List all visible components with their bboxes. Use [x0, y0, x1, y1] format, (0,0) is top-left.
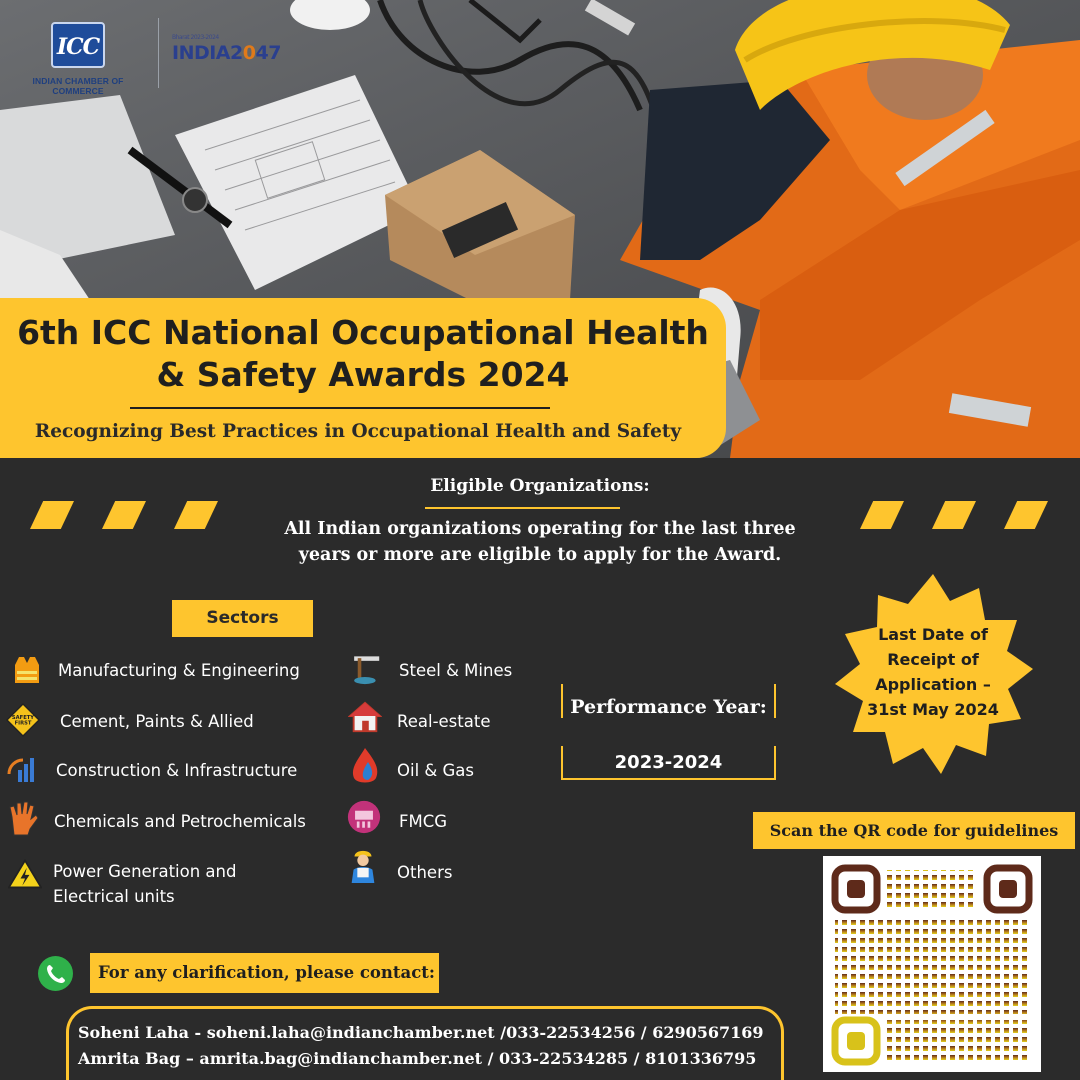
safety-first-sign-icon	[6, 703, 40, 737]
qr-code-graphic	[823, 856, 1041, 1072]
flame-drop-icon	[348, 749, 382, 783]
performance-year-value: 2023-2024	[614, 752, 723, 773]
caution-stripe	[174, 501, 218, 529]
deadline-line-2: Receipt of	[887, 650, 979, 669]
eligibility-text	[250, 516, 830, 568]
sector-chemicals: Chemicals and Petrochemicals	[54, 812, 306, 831]
icc-logo	[8, 18, 148, 96]
deadline-text	[843, 622, 1023, 722]
right-caution-stripes	[860, 501, 1070, 529]
sector-manufacturing: Manufacturing & Engineering	[58, 661, 300, 680]
deadline-line-4: 31st May 2024	[867, 700, 999, 719]
sector-others: Others	[397, 863, 453, 882]
caution-stripe	[932, 501, 976, 529]
icc-mark: ICC	[51, 22, 105, 68]
qr-label: Scan the QR code for guidelines	[753, 812, 1075, 849]
sectors-heading: Sectors	[172, 600, 313, 637]
india-logo-sub: Bharat 2023-2024	[172, 34, 219, 41]
sector-power-line-1: Power Generation and	[53, 862, 237, 881]
house-icon	[348, 700, 382, 734]
logo-divider	[158, 18, 159, 88]
sector-power	[53, 859, 236, 909]
title-line-1: 6th ICC National Occupational Health	[17, 313, 709, 352]
glove-icon	[6, 801, 40, 835]
title-divider	[130, 407, 550, 409]
worker-icon	[346, 849, 380, 883]
factory-icon	[347, 800, 381, 834]
contact-line-2[interactable]: Amrita Bag – amrita.bag@indianchamber.net / 033-22534285 / 8101336795	[78, 1049, 757, 1068]
contact-line-1[interactable]: Soheni Laha - soheni.laha@indianchamber.net /033-22534256 / 6290567169	[78, 1023, 764, 1042]
contact-heading: For any clarification, please contact:	[90, 953, 439, 993]
eligibility-line-2: years or more are eligible to apply for the Award.	[298, 545, 782, 565]
pickaxe-icon	[347, 651, 381, 685]
caution-stripe	[30, 501, 74, 529]
svg-text:FIRST: FIRST	[14, 720, 32, 727]
caution-stripe	[1004, 501, 1048, 529]
india-logo-post: 47	[255, 42, 281, 64]
eligibility-divider	[425, 507, 620, 509]
india-logo-o: 0	[242, 42, 256, 64]
sector-power-line-2: Electrical units	[53, 887, 175, 906]
phone-icon	[38, 956, 73, 991]
page-title	[0, 312, 726, 396]
eligibility-line-1: All Indian organizations operating for the last three	[284, 519, 796, 539]
deadline-line-1: Last Date of	[878, 625, 988, 644]
frame-edge	[561, 778, 776, 780]
sector-real-estate: Real-estate	[397, 712, 491, 731]
icc-name: INDIAN CHAMBER OF COMMERCE	[32, 76, 124, 96]
contact-frame	[66, 1006, 784, 1080]
caution-stripe	[102, 501, 146, 529]
page-subtitle: Recognizing Best Practices in Occupational Health and Safety	[34, 421, 682, 442]
sector-oil-gas: Oil & Gas	[397, 761, 475, 780]
sector-construction: Construction & Infrastructure	[56, 761, 298, 780]
india-2047-logo	[172, 34, 281, 64]
performance-year-label: Performance Year:	[570, 696, 767, 718]
building-chart-icon	[6, 752, 40, 786]
eligibility-heading: Eligible Organizations:	[430, 476, 650, 496]
sector-fmcg: FMCG	[399, 812, 448, 831]
deadline-line-3: Application –	[875, 675, 991, 694]
india-logo-pre: INDIA2	[172, 42, 243, 64]
caution-stripe	[860, 501, 904, 529]
sector-steel: Steel & Mines	[399, 661, 513, 680]
svg-text:SAFETY: SAFETY	[11, 715, 35, 722]
title-line-2: & Safety Awards 2024	[156, 355, 570, 394]
high-voltage-icon	[8, 857, 42, 891]
left-caution-stripes	[30, 501, 240, 529]
sector-cement: Cement, Paints & Allied	[60, 712, 254, 731]
safety-vest-icon	[10, 653, 44, 687]
qr-code[interactable]	[823, 856, 1041, 1072]
